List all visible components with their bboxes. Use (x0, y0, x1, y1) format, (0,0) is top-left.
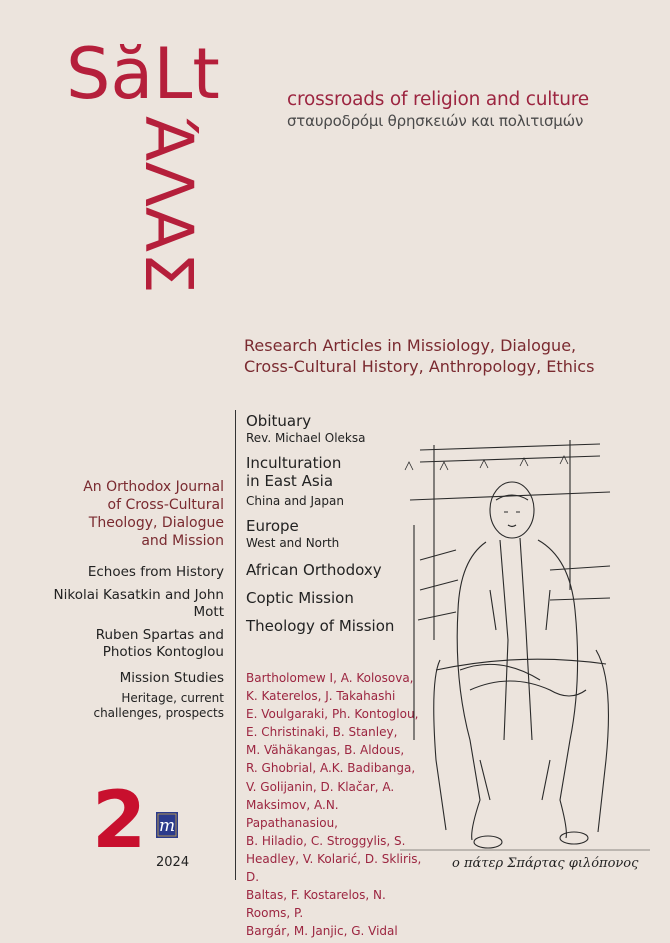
mission-studies-line-1: Heritage, current (121, 691, 224, 705)
research-line-2: Cross-Cultural History, Anthropology, Ethics (244, 357, 595, 376)
left-column (14, 478, 224, 721)
toc-title: Europe (246, 517, 299, 535)
illustration-caption: ο πάτερ Σπάρτας φιλόπονος (452, 856, 639, 871)
author-line: E. Voulgaraki, Ph. Kontoglou, (246, 707, 419, 722)
spartas-line-1: Ruben Spartas and (95, 627, 224, 643)
toc-entry-theology: Theology of Mission (246, 617, 395, 635)
toc-title: Obituary (246, 412, 312, 430)
author-line: E. Christinaki, B. Stanley, (246, 725, 398, 740)
toc-subtitle: China and Japan (246, 494, 344, 508)
journal-line: and Mission (141, 533, 224, 549)
author-line: Maksimov, A.N. Papathanasiou, (246, 797, 339, 830)
author-line: K. Katerelos, J. Takahashi (246, 689, 396, 704)
author-line: Baltas, F. Kostarelos, N. Rooms, P. (246, 888, 386, 921)
mission-studies-line-2: challenges, prospects (93, 706, 224, 720)
author-line: Bartholomew I, A. Kolosova, (246, 671, 414, 685)
toc-title: Inculturation (246, 454, 342, 472)
research-line-1: Research Articles in Missiology, Dialogue, (244, 336, 577, 355)
toc-subtitle: Rev. Michael Oleksa (246, 431, 366, 445)
toc-subtitle: West and North (246, 536, 340, 550)
author-line: R. Ghobrial, A.K. Badibanga, (246, 761, 416, 776)
kasatkin-line-1: Nikolai Kasatkin and John (53, 587, 224, 603)
toc-entry-coptic: Coptic Mission (246, 589, 354, 607)
mission-studies-heading: Mission Studies (119, 670, 224, 686)
seated-figure-illustration (400, 440, 670, 880)
logo-vertical-text: ΆΛΑΣ (130, 116, 207, 294)
spartas-line-2: Photios Kontoglou (102, 644, 224, 660)
tagline-english: crossroads of religion and culture (287, 89, 589, 110)
kasatkin-line-2: Mott (193, 604, 224, 620)
journal-line: of Cross-Cultural (107, 497, 224, 513)
toc-title-cont: in East Asia (246, 472, 334, 490)
author-line: B. Hiladio, C. Stroggylis, S. (246, 833, 406, 848)
tagline-greek: σταυροδρόμι θρησκειών και πολιτισμών (287, 112, 584, 130)
badge-letter: m (158, 816, 176, 836)
author-line: M. Vähäkangas, B. Aldous, (246, 743, 405, 758)
toc-entry-african: African Orthodoxy (246, 561, 382, 579)
issue-year: 2024 (156, 855, 190, 870)
research-subtitle (244, 335, 654, 377)
journal-line: An Orthodox Journal (83, 479, 224, 495)
journal-description (14, 478, 224, 550)
author-line: Bargár, M. Janjic, G. Vidal (246, 924, 398, 939)
logo-top-text: SăLt (66, 36, 220, 115)
echoes-heading: Echoes from History (87, 564, 224, 580)
author-line: Headley, V. Kolarić, D. Skliris, D. (246, 851, 422, 885)
author-line: V. Golijanin, D. Klačar, A. (246, 779, 395, 794)
publisher-badge-icon (156, 812, 178, 838)
issue-number: 2 (92, 776, 147, 866)
column-divider (235, 410, 236, 880)
journal-line: Theology, Dialogue (88, 515, 224, 531)
salt-logo (62, 36, 292, 340)
